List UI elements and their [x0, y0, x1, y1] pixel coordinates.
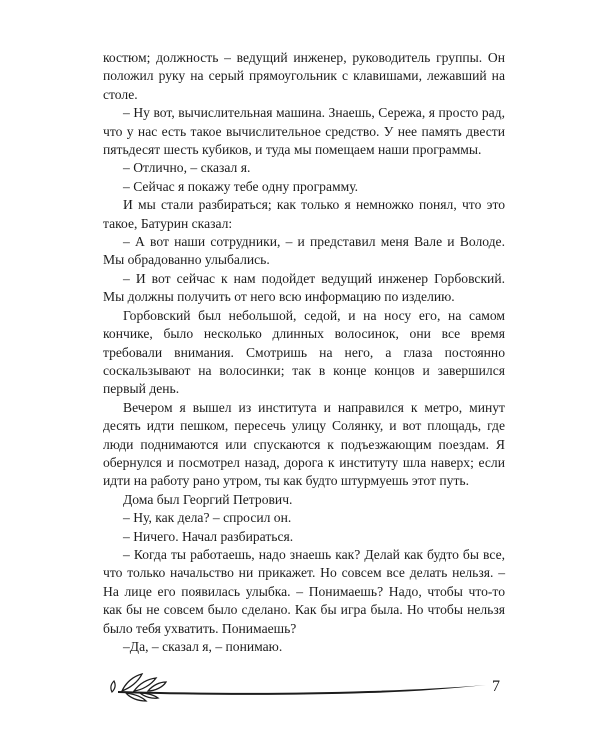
page-text	[103, 49, 505, 656]
paragraph: И мы стали разбираться; как только я немножко понял, что это такое, Батурин сказал:	[103, 197, 505, 231]
paragraph: – Отлично, – сказал я.	[123, 160, 251, 176]
paragraph: – Ну, как дела? – спросил он.	[123, 510, 292, 526]
paragraph: Дома был Георгий Петрович.	[123, 491, 293, 507]
paragraph: костюм; должность – ведущий инженер, руководитель группы. Он положил руку на серый прямоугольник с клавишами, лежавший на столе.	[103, 50, 505, 102]
paragraph: – Ну вот, вычислительная машина. Знаешь, Сережа, я просто рад, что у нас есть такое вычислительное средство. У нее память двести пятьдесят шесть кубиков, и туда мы помещаем наши программы.	[103, 105, 505, 158]
page-footer	[108, 664, 520, 704]
page-number: 7	[492, 678, 500, 695]
paragraph: Вечером я вышел из института и направился к метро, минут десять идти пешком, пересечь улицу Солянку, и вот площадь, где люди поднимаются или спускаются к подъезжающим поездам. Я обернулся и посмотрел назад, дорога к институту шла наверх; если идти на работу рано утром, ты как будто штурмуешь этот путь.	[103, 399, 505, 489]
paragraph: Горбовский был небольшой, седой, и на носу его, на самом кончике, было несколько длинных волосинок, они все время требовали внимания. Смотришь на него, а глаза постоянно соскальзывают на волосинки; так в конце концов и завершился первый день.	[103, 307, 505, 397]
leaf-branch-icon	[108, 664, 488, 704]
paragraph: – И вот сейчас к нам подойдет ведущий инженер Горбовский. Мы должны получить от него всю информацию по изделию.	[103, 270, 505, 305]
paragraph: – Ничего. Начал разбираться.	[123, 528, 294, 544]
paragraph: – А вот наши сотрудники, – и представил меня Вале и Володе. Мы обрадованно улыбались.	[103, 234, 505, 268]
paragraph: – Когда ты работаешь, надо знаешь как? Делай как будто бы все, что только начальство ни прикажет. Но совсем все делать нельзя. – На лице его появилась улыбка. – Понимаешь? Надо, чтобы что-то как бы не совсем было сделано. Как бы игра была. Но чтобы нельзя было тебя ухватить. Понимаешь?	[103, 546, 505, 636]
paragraph: – Сейчас я покажу тебе одну программу.	[123, 178, 359, 194]
paragraph: –Да, – сказал я, – понимаю.	[123, 639, 283, 654]
